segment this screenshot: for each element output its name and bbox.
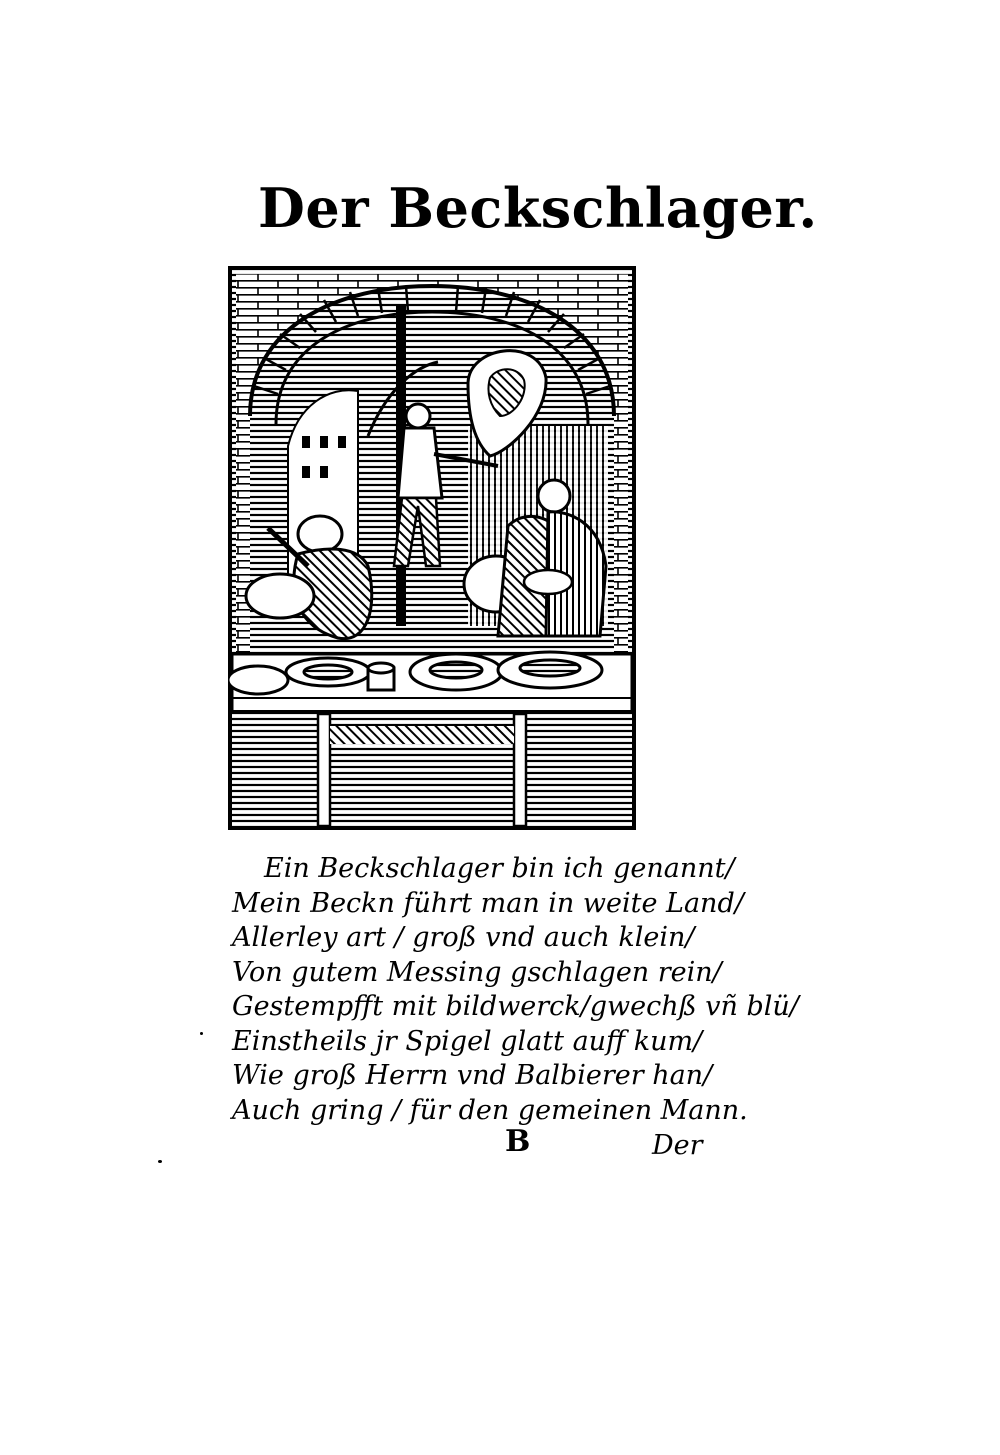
verse-line: Einstheils jr Spigel glatt auff kum/ [232,1025,703,1057]
verse-line: Gestempfft mit bildwerck/gwechß vñ blü/ [232,991,799,1022]
page-title: Der Beckschlager. [258,176,818,240]
verse-line: Von gutem Messing gschlagen rein/ [232,956,722,988]
verse-block [232,852,799,1128]
verse-line: Ein Beckschlager bin ich genannt/ [264,853,735,884]
verse-line: Allerley art / groß vnd auch klein/ [232,922,695,953]
woodcut-illustration [228,266,636,830]
scan-speck [158,1160,162,1163]
verse-line: Auch gring / für den gemeinen Mann. [232,1094,748,1126]
catchword: Der [652,1130,703,1161]
scan-speck [200,1032,203,1035]
signature-mark: B [505,1124,531,1159]
verse-line: Wie groß Herrn vnd Balbierer han/ [232,1060,713,1091]
verse-line: Mein Beckn führt man in weite Land/ [232,887,744,919]
